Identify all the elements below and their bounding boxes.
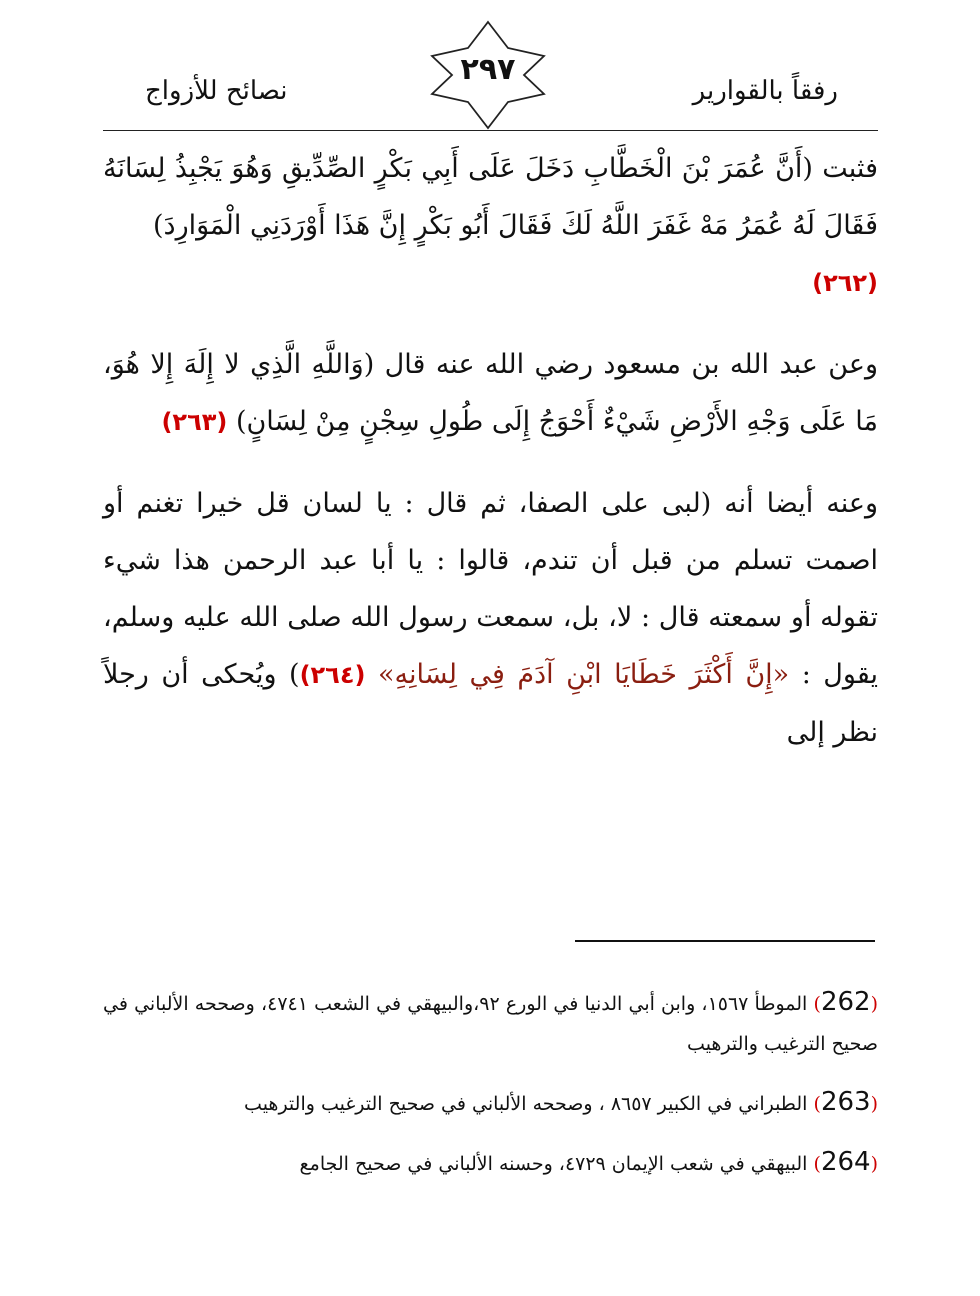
footnote-263: (263) الطبراني في الكبير ٨٦٥٧ ، وصححه الألباني في صحيح الترغيب والترهيب	[244, 1087, 878, 1117]
footnote-number: 262	[820, 987, 871, 1017]
footnote-text: الطبراني في الكبير ٨٦٥٧ ، وصححه الألباني في صحيح الترغيب والترهيب	[244, 1093, 808, 1115]
paragraph-3-text: وعنه أيضا أنه (لبى على الصفا، ثم قال : يا لسان قل خيرا تغنم أو اصمت تسلم من قبل أن تندم، قالوا : يا أبا عبد الرحمن هذا شيء تقوله أو سمعته قال : لا، بل، سمعت رسول الله صلى الله عليه وسلم، يقول :	[103, 488, 879, 690]
paragraph-3-tail: ) ويُحكى أن رجلاً نظر إلى	[103, 659, 878, 748]
running-title-left: نصائح للأزواج	[145, 76, 288, 106]
paragraph-1	[103, 140, 878, 254]
footnote-text: الموطأ ١٥٦٧، وابن أبي الدنيا في الورع ٩٢،والبيهقي في الشعب ٤٧٤١، وصححه الألباني في صحيح الترغيب والترهيب	[103, 993, 878, 1055]
footnote-262: (262) الموطأ ١٥٦٧، وابن أبي الدنيا في الورع ٩٢،والبيهقي في الشعب ٤٧٤١، وصححه الألباني في صحيح الترغيب والترهيب	[103, 987, 878, 1055]
footnote-number: 263	[820, 1087, 871, 1117]
paragraph-2-intro: وعن عبد الله بن مسعود رضي الله عنه قال	[374, 349, 878, 380]
footnotes	[103, 982, 878, 1202]
running-title-right: رفقاً بالقوارير	[692, 76, 838, 106]
footnote-264: (264) البيهقي في شعب الإيمان ٤٧٢٩، وحسنه الألباني في صحيح الجامع	[299, 1147, 878, 1177]
paragraph-3	[103, 475, 878, 761]
footnote-ref-263[interactable]: (٢٦٣)	[161, 408, 228, 436]
hadith-quote-2: (وَاللَّهِ الَّذِي لا إِلَهَ إِلا هُوَ، مَا عَلَى وَجْهِ الأَرْضِ شَيْءٌ أَحْوَجُ إِلَى طُولِ سِجْنٍ مِنْ لِسَانٍ)	[103, 349, 878, 437]
hadith-quote-3: «إِنَّ أَكْثَرَ خَطَايَا ابْنِ آدَمَ فِي لِسَانِهِ»	[377, 659, 790, 690]
footnote-divider	[575, 940, 875, 942]
footnote-number: 264	[820, 1147, 871, 1177]
footnote-ref-264[interactable]: (٢٦٤)	[299, 661, 366, 689]
page-number: ٢٩٧	[460, 52, 516, 87]
paragraph-1-ref-line	[103, 254, 878, 312]
paragraph-1-intro: فثبت	[812, 153, 878, 184]
footnote-text: البيهقي في شعب الإيمان ٤٧٢٩، وحسنه الألباني في صحيح الجامع	[299, 1153, 808, 1175]
hadith-quote-1: (أَنَّ عُمَرَ بْنَ الْخَطَّابِ دَخَلَ عَلَى أَبِي بَكْرٍ الصِّدِّيقِ وَهُوَ يَجْبِذُ لِسَانَهُ فَقَالَ لَهُ عُمَرُ مَهْ غَفَرَ اللَّهُ لَكَ فَقَالَ أَبُو بَكْرٍ إِنَّ هَذَا أَوْرَدَنِي الْمَوَارِدَ)	[103, 153, 878, 241]
page-number-badge	[428, 20, 548, 130]
footnote-ref-262[interactable]: (٢٦٢)	[812, 269, 878, 297]
page-header	[103, 20, 878, 132]
header-divider	[103, 130, 878, 131]
paragraph-2	[103, 336, 878, 451]
main-text	[103, 140, 878, 761]
